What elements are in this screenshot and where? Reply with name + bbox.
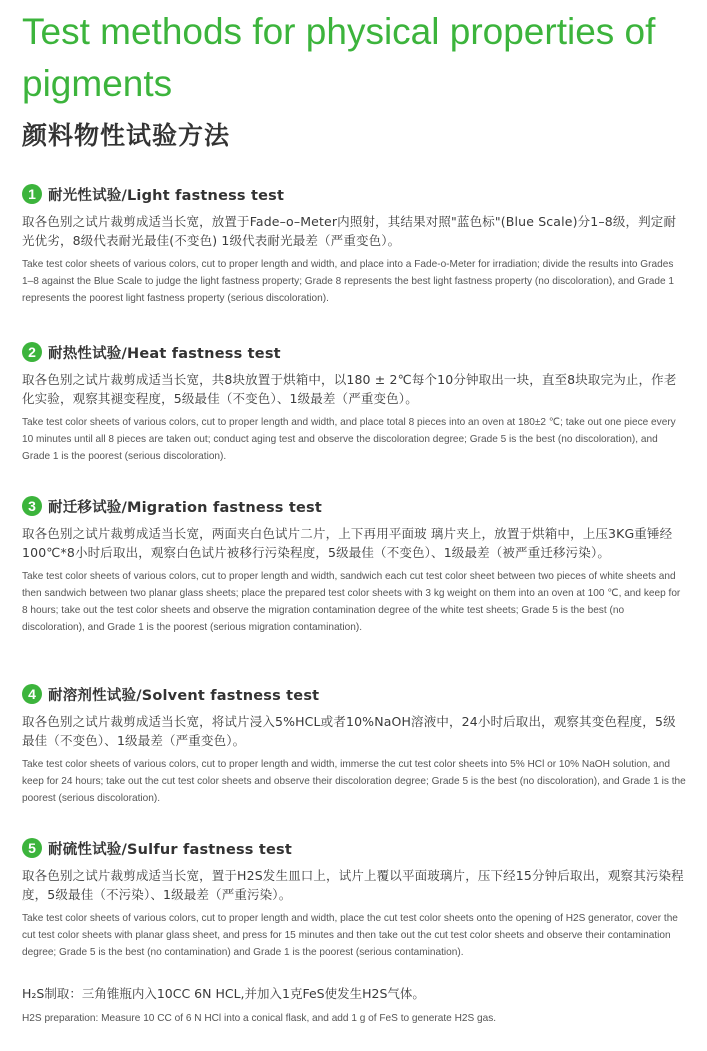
section-text-en: Take test color sheets of various colors, cut to proper length and width, immerse the cut test color sheets into 5% HCl or 10% NaOH solution, and keep for 24 hours; take out the cut test color sheets and observe their discoloration degree; Grade 5 is the best (no discoloration), and Grade 1 is the poorest (serious discoloration). <box>22 759 686 804</box>
section-text-cn: 取各色别之试片裁剪成适当长宽，放置于Fade–o–Meter内照射，其结果对照"蓝色标"(Blue Scale)分1–8级，判定耐光优劣，8级代表耐光最佳(不变色) 1级代表耐光最差（严重变色）。 <box>22 214 677 248</box>
section-heat-fastness <box>22 340 687 465</box>
section-title: 耐迁移试验/Migration fastness test <box>48 499 322 516</box>
section-text-en: Take test color sheets of various colors, cut to proper length and width, and place into a Fade-o-Meter for irradiation; divide the results into Grades 1–8 against the Blue Scale to judge the light fastness property; Grade 8 represents the best light fastness property (no discoloration), and Grade 1 represents the poorest light fastness property (serious discoloration). <box>22 259 674 304</box>
section-light-fastness <box>22 182 687 307</box>
section-title: 耐热性试验/Heat fastness test <box>48 345 281 362</box>
section-title: 耐硫性试验/Sulfur fastness test <box>48 841 293 858</box>
page-title: Test methods for physical properties of pigments <box>22 11 656 104</box>
section-sulfur-fastness <box>22 836 687 961</box>
section-header <box>22 836 687 860</box>
section-header <box>22 682 687 706</box>
section-text-cn: 取各色别之试片裁剪成适当长宽，共8块放置于烘箱中，以180 ± 2℃每个10分钟取出一块，直至8块取完为止，作老化实验，观察其褪变程度，5级最佳（不变色）、1级最差（严重变色）。 <box>22 372 677 406</box>
section-solvent-fastness <box>22 682 687 807</box>
number-badge-icon: 4 <box>22 684 42 704</box>
section-header <box>22 340 687 364</box>
section-text-cn: 取各色别之试片裁剪成适当长宽，两面夹白色试片二片，上下再用平面玻 璃片夹上，放置于烘箱中，上压3KG重锤经100℃*8小时后取出，观察白色试片被移行污染程度，5级最佳（不变色）、1级最差（被严重迁移污染）。 <box>22 526 673 560</box>
section-migration-fastness <box>22 494 687 636</box>
section-text-en: Take test color sheets of various colors, cut to proper length and width, sandwich each cut test color sheet between two pieces of white sheets and then sandwich between two planar glass sheets; place the prepared test color sheets with 3 kg weight on them into an oven at 100 ℃, and keep for 8 hours; take out the test color sheets and observe the migration contamination degree of the white test sheets; Grade 5 is the best (no discoloration), and Grade 1 is the poorest (serious migration contamination). <box>22 571 681 633</box>
section-text-en: Take test color sheets of various colors, cut to proper length and width, and place total 8 pieces into an oven at 180±2 ℃; take out one piece every 10 minutes until all 8 pieces are taken out; conduct aging test and observe the discoloration degree; Grade 5 is the best (no discoloration), and Grade 1 is the poorest (serious discoloration). <box>22 417 676 462</box>
section-text-cn: 取各色别之试片裁剪成适当长宽，将试片浸入5%HCL或者10%NaOH溶液中，24小时后取出，观察其变色程度，5级最佳（不变色）、1级最差（严重变色）。 <box>22 714 676 748</box>
preparation-text-cn: H₂S制取：三角锥瓶内入10CC 6N HCL,并加入1克FeS使发生H2S气体。 <box>22 986 425 1001</box>
number-badge-icon: 1 <box>22 184 42 204</box>
preparation-text-en: H2S preparation: Measure 10 CC of 6 N HCl into a conical flask, and add 1 g of FeS to generate H2S gas. <box>22 1013 497 1024</box>
page-subtitle-cn: 颜料物性试验方法 <box>22 121 231 150</box>
section-title: 耐溶剂性试验/Solvent fastness test <box>48 687 320 704</box>
number-badge-icon: 5 <box>22 838 42 858</box>
h2s-preparation-note <box>22 985 687 1027</box>
number-badge-icon: 3 <box>22 496 42 516</box>
section-text-cn: 取各色别之试片裁剪成适当长宽，置于H2S发生皿口上，试片上覆以平面玻璃片，压下经15分钟后取出，观察其污染程度，5级最佳（不污染）、1级最差（严重污染）。 <box>22 868 684 902</box>
number-badge-icon: 2 <box>22 342 42 362</box>
section-header <box>22 494 687 518</box>
section-header <box>22 182 687 206</box>
section-text-en: Take test color sheets of various colors, cut to proper length and width, place the cut test color sheets onto the opening of H2S generator, cover the cut test color sheets with planar glass sheet, and press for 15 minutes and then take out the cut test color sheets and observe their contamination degree; Grade 5 is the best (no contamination) and Grade 1 is the poorest (serious contamination). <box>22 913 678 958</box>
section-title: 耐光性试验/Light fastness test <box>48 187 285 204</box>
